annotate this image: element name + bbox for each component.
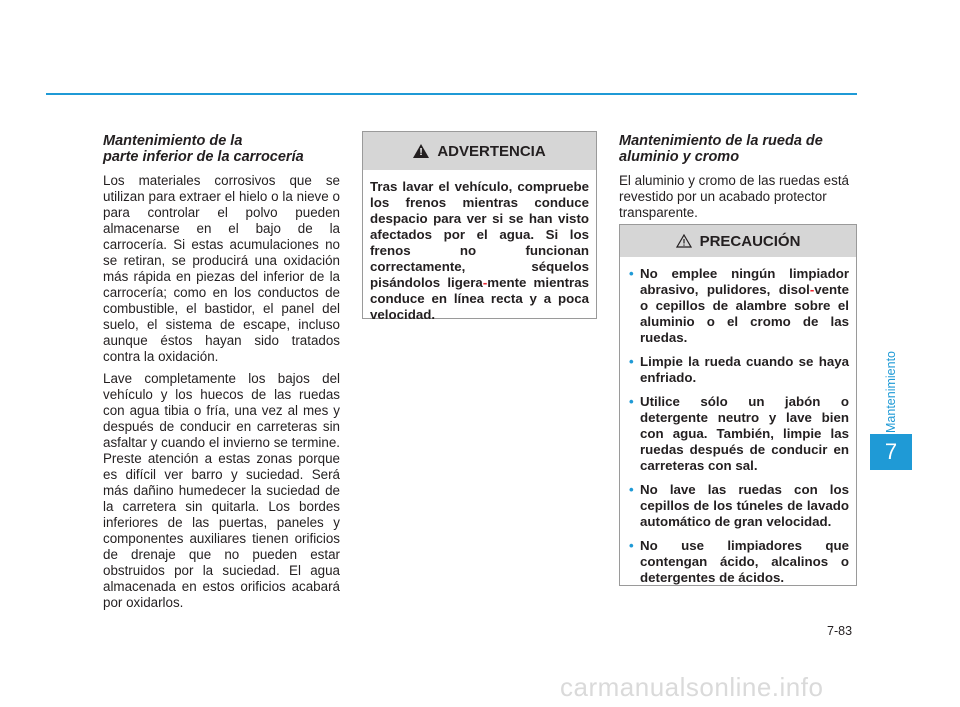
heading-line-1: Mantenimiento de la rueda de — [619, 133, 823, 149]
section-heading-underbody — [103, 133, 340, 165]
paragraph-washing: Lave completamente los bajos del vehículo y los huecos de las ruedas con agua tibia o fría, una vez al mes y después de conducir en carreteras sin asfaltar y cuando el invierno se termine. Preste atención a estas zonas porque es difícil ver barro y suciedad. Será más dañino humedecer la suciedad de la carretera sin quitarla. Los bordes inferiores de las puertas, paneles y componentes auxiliares tienen orificios de drenaje que no pueden estar obstruidos por la suciedad. El agua almacenada en estos orificios acabará por oxidarlos. — [103, 371, 340, 610]
section-heading-wheels — [619, 133, 856, 165]
top-rule — [46, 93, 857, 95]
heading-line-2: parte inferior de la carrocería — [103, 149, 304, 165]
warning-text-part1: Tras lavar el vehículo, compruebe los frenos mientras conduce despacio para ver si se han visto afectados por el agua. Si los frenos no funcionan correctamente, séquelos pisándolos ligera — [370, 179, 589, 290]
caution-title: PRECAUCIÓN — [699, 232, 801, 250]
warning-title: ADVERTENCIA — [437, 142, 546, 160]
bullet-icon: • — [629, 354, 634, 369]
paragraph-wheel-coating: El aluminio y cromo de las ruedas está revestido por un acabado protector transparente. — [619, 173, 849, 220]
bullet-icon: • — [629, 394, 634, 409]
caution-item: • Utilice sólo un jabón o detergente neutro y lave bien con agua. También, limpie las ruedas después de conducir en carreteras con sal. — [629, 394, 849, 473]
warning-hyphen: - — [482, 275, 488, 290]
heading-line-1: Mantenimiento de la — [103, 133, 243, 149]
right-column — [619, 133, 856, 227]
bullet-icon: • — [629, 482, 634, 497]
warning-triangle-icon: ! — [413, 144, 429, 158]
bullet-icon: • — [629, 538, 634, 553]
page-number: 7-83 — [827, 624, 853, 638]
chapter-name: Mantenimiento — [884, 351, 898, 433]
watermark: carmanualsonline.info — [560, 672, 824, 702]
warning-box — [362, 131, 597, 322]
caution-list — [620, 257, 856, 586]
caution-box — [619, 224, 857, 586]
caution-item: • No lave las ruedas con los cepillos de los túneles de lavado automático de gran velocidad. — [629, 482, 849, 529]
caution-header — [620, 225, 856, 257]
warning-header — [363, 132, 596, 170]
bullet-icon: • — [629, 266, 634, 281]
chapter-tab — [870, 434, 912, 470]
heading-line-2: aluminio y cromo — [619, 149, 740, 165]
caution-item: • No emplee ningún limpiador abrasivo, pulidores, disol-vente o cepillos de alambre sobre el aluminio o el cromo de las ruedas. — [629, 266, 849, 345]
left-column — [103, 133, 340, 617]
warning-text-part2: mente mientras conduce en línea recta y a poca velocidad. — [370, 275, 589, 322]
caution-triangle-icon — [676, 234, 692, 248]
paragraph-corrosion: Los materiales corrosivos que se utilizan para extraer el hielo o la nieve o para controlar el polvo pueden almacenarse en el bajo de la carrocería. Si estas acumulaciones no se retiran, se producirá una oxidación más rápida en piezas del inferior de la carrocería; como en los conductos de combustible, el bastidor, el panel del suelo, el sistema de escape, incluso aunque éstos hayan sido tratados contra la oxidación. — [103, 173, 340, 364]
caution-item: • Limpie la rueda cuando se haya enfriado. — [629, 354, 849, 385]
caution-item: • No use limpiadores que contengan ácido, alcalinos o detergentes de ácidos. — [629, 538, 849, 585]
warning-text — [363, 170, 596, 323]
chapter-number: 7 — [884, 439, 898, 464]
